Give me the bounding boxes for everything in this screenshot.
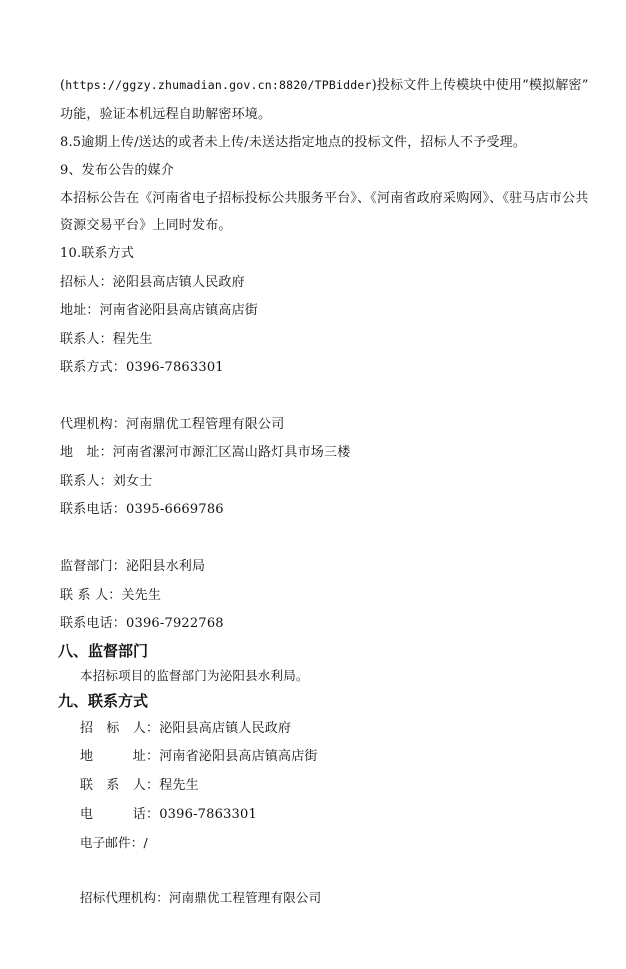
section-nine-person: 联 系 人：程先生	[80, 778, 199, 793]
item-8-5: 8.5逾期上传/送达的或者未上传/未送达指定地点的投标文件，招标人不予受理。	[60, 135, 527, 150]
contact10-address: 地址：河南省泌阳县高店镇高店街	[60, 303, 259, 318]
contact10-person: 联系人：程先生	[60, 332, 153, 347]
agency-name: 代理机构：河南鼎优工程管理有限公司	[60, 417, 285, 432]
contact10-tenderer: 招标人：泌阳县高店镇人民政府	[60, 275, 245, 290]
contact10-phone: 联系方式：0396-7863301	[60, 360, 224, 375]
supervisor-phone: 联系电话：0396-7922768	[60, 616, 224, 631]
section-nine-heading: 九、联系方式	[58, 692, 149, 710]
media-title: 9、发布公告的媒介	[60, 163, 175, 178]
supervisor-dept: 监督部门：泌阳县水利局	[60, 559, 206, 574]
decrypt-note: 功能，验证本机远程自助解密环境。	[60, 107, 272, 122]
agency-person: 联系人：刘女士	[60, 474, 153, 489]
section-eight-heading: 八、监督部门	[58, 642, 149, 660]
agency-phone: 联系电话：0395-6669786	[60, 502, 224, 517]
url-line	[60, 76, 589, 95]
supervisor-person: 联 系 人：关先生	[60, 588, 162, 603]
url-paren-open: (	[60, 78, 66, 93]
url-line-text: )投标文件上传模块中使用“模拟解密”	[371, 78, 589, 93]
contact10-title: 10.联系方式	[60, 246, 135, 261]
agency-address: 地 址：河南省漯河市源汇区嵩山路灯具市场三楼	[60, 445, 351, 460]
bidder-url: https://ggzy.zhumadian.gov.cn:8820/TPBidder	[65, 78, 372, 92]
section-nine-email: 电子邮件：/	[80, 835, 148, 850]
section-nine-address: 地 址：河南省泌阳县高店镇高店街	[80, 749, 318, 764]
section-nine-agency: 招标代理机构：河南鼎优工程管理有限公司	[80, 890, 322, 905]
section-nine-tenderer: 招 标 人：泌阳县高店镇人民政府	[80, 721, 292, 736]
section-nine-phone: 电 话：0396-7863301	[80, 807, 257, 822]
section-eight-text: 本招标项目的监督部门为泌阳县水利局。	[80, 668, 309, 683]
media-line-1: 本招标公告在《河南省电子招标投标公共服务平台》、《河南省政府采购网》、《驻马店市公共	[60, 191, 589, 206]
media-line-2: 资源交易平台》上同时发布。	[60, 218, 232, 233]
